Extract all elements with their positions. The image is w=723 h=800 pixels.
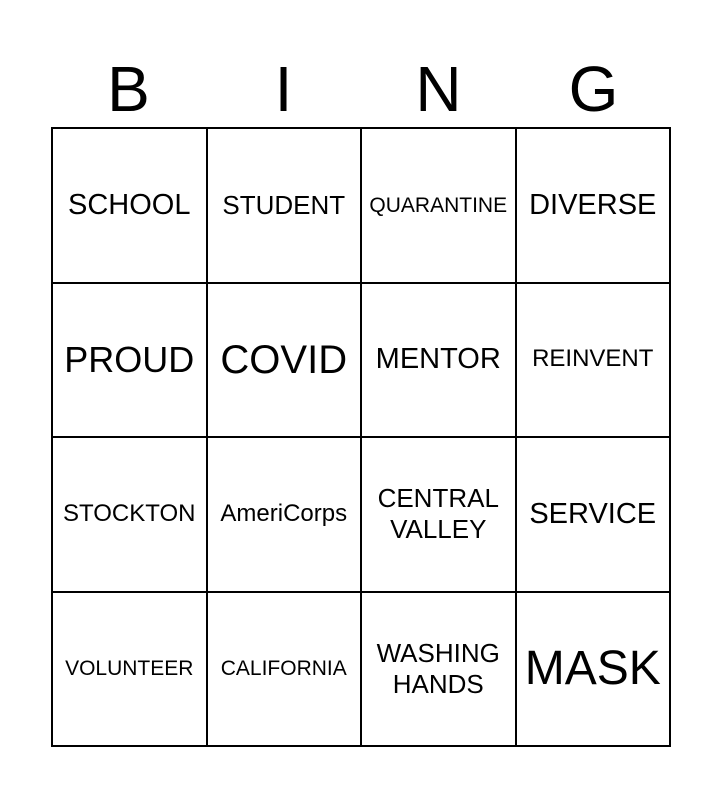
- bingo-cell[interactable]: MASK: [517, 593, 672, 748]
- header-letter-n: N: [415, 53, 462, 125]
- bingo-board: [51, 127, 671, 747]
- header-letter-i: I: [274, 53, 293, 125]
- header-letter-g: G: [568, 53, 619, 125]
- bingo-cell[interactable]: SCHOOL: [53, 129, 208, 284]
- bingo-cell[interactable]: DIVERSE: [517, 129, 672, 284]
- bingo-cell[interactable]: PROUD: [53, 284, 208, 439]
- bingo-cell[interactable]: CENTRAL VALLEY: [362, 438, 517, 593]
- bingo-cell[interactable]: STOCKTON: [53, 438, 208, 593]
- bingo-cell[interactable]: WASHING HANDS: [362, 593, 517, 748]
- bingo-cell[interactable]: COVID: [208, 284, 363, 439]
- header-letter-b: B: [107, 53, 150, 125]
- bingo-cell[interactable]: REINVENT: [517, 284, 672, 439]
- bingo-cell[interactable]: QUARANTINE: [362, 129, 517, 284]
- bingo-cell[interactable]: CALIFORNIA: [208, 593, 363, 748]
- bingo-cell[interactable]: VOLUNTEER: [53, 593, 208, 748]
- bingo-cell[interactable]: AmeriCorps: [208, 438, 363, 593]
- bingo-cell[interactable]: MENTOR: [362, 284, 517, 439]
- bingo-cell[interactable]: SERVICE: [517, 438, 672, 593]
- bingo-cell[interactable]: STUDENT: [208, 129, 363, 284]
- bingo-header: [51, 50, 671, 128]
